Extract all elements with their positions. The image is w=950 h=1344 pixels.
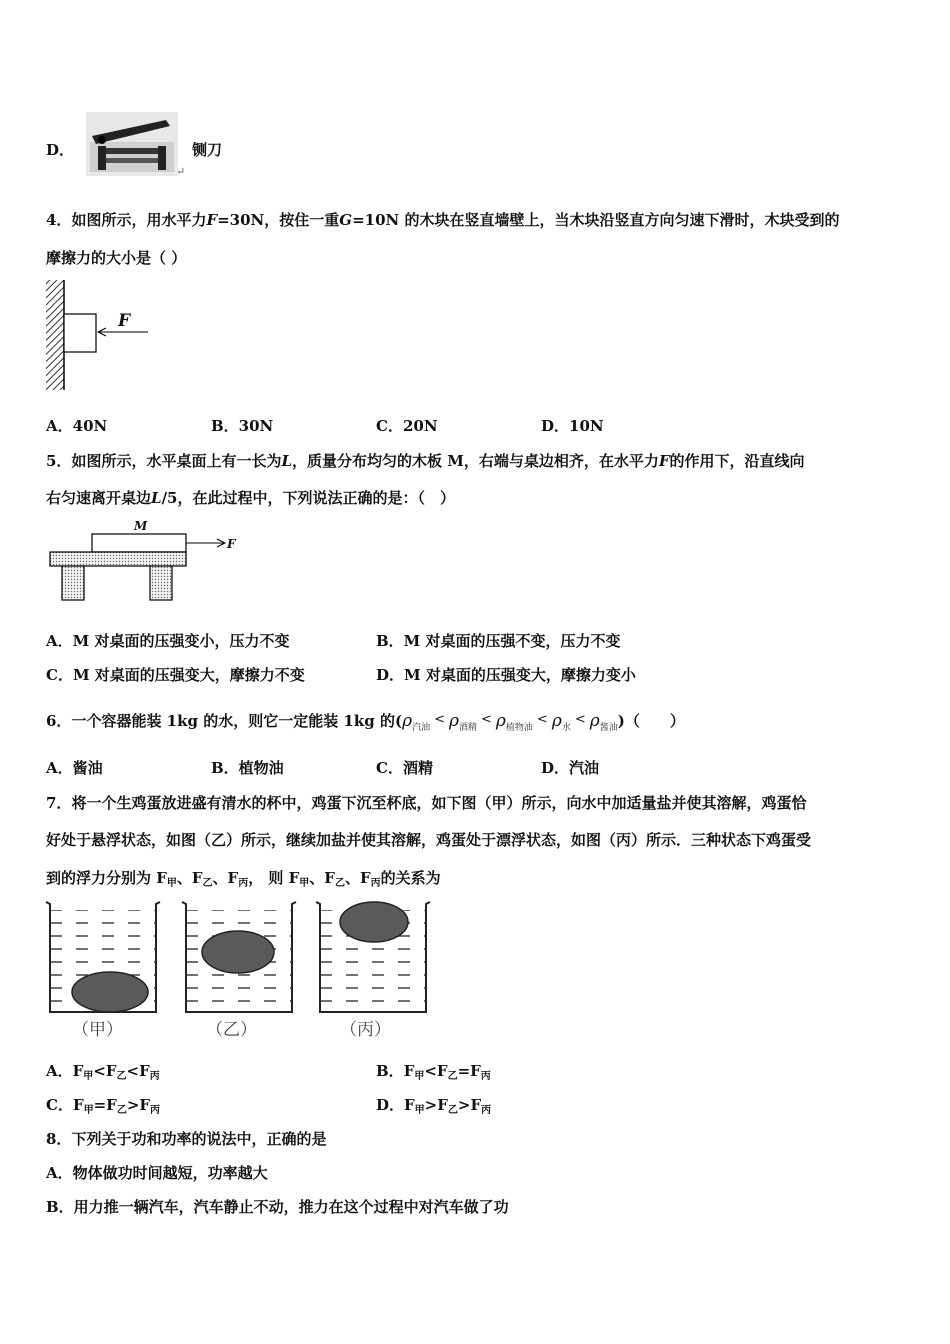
q7-text: 、F bbox=[344, 869, 371, 887]
q6-stem bbox=[46, 710, 685, 738]
q7-caption-yi: （乙） bbox=[206, 1020, 257, 1040]
q5-stem-line2 bbox=[46, 488, 455, 508]
beaker-bing bbox=[316, 902, 430, 1012]
rho-sub-gasoline: 汽油 bbox=[412, 723, 431, 733]
q4-number: 4． bbox=[46, 211, 72, 229]
q7-text: 到的浮力分别为 F bbox=[46, 869, 167, 887]
sub-bing: 丙 bbox=[149, 1071, 160, 1082]
q7-option-c bbox=[46, 1095, 160, 1121]
q8-option-a: A．物体做功时间越短，功率越大 bbox=[46, 1164, 268, 1182]
q5-text-1: 如图所示，水平桌面上有一长为 bbox=[71, 452, 282, 470]
q5-text-2: ，质量分布均匀的木板 M，右端与桌边相齐，在水平力 bbox=[292, 452, 659, 470]
q6-option-b: B．植物油 bbox=[211, 759, 284, 777]
option-letter: A． bbox=[46, 1062, 73, 1080]
q5-figure-f-label: F bbox=[227, 537, 236, 551]
rho-sub-water: 水 bbox=[561, 723, 571, 733]
less-than: < bbox=[536, 712, 548, 727]
q4-f-symbol: F bbox=[206, 211, 218, 229]
relation: =F bbox=[457, 1062, 481, 1080]
q4-stem-line2: 摩擦力的大小是（ ） bbox=[46, 249, 187, 267]
q5-number: 5． bbox=[46, 452, 72, 470]
option-letter: C． bbox=[46, 1096, 73, 1114]
sub-yi: 乙 bbox=[334, 878, 345, 889]
q6-option-d: D．汽油 bbox=[541, 759, 600, 777]
q7-caption-bing: （丙） bbox=[340, 1020, 391, 1040]
sub-yi: 乙 bbox=[116, 1105, 127, 1116]
q7-beakers-figure bbox=[44, 898, 434, 1018]
sub-jia: 甲 bbox=[414, 1071, 425, 1082]
q5-table-top bbox=[50, 552, 186, 566]
less-than: < bbox=[434, 712, 445, 727]
sub-yi: 乙 bbox=[202, 878, 213, 889]
rho-sub-vegetable-oil: 植物油 bbox=[505, 723, 533, 733]
sub-jia: 甲 bbox=[299, 878, 310, 889]
q5-f-symbol: F bbox=[658, 452, 670, 470]
sub-jia: 甲 bbox=[83, 1071, 94, 1082]
return-mark: ↵ bbox=[176, 165, 186, 178]
f-symbol: F bbox=[72, 1096, 84, 1114]
relation: <F bbox=[93, 1062, 117, 1080]
q5-l5-symbol: L bbox=[151, 489, 162, 507]
sub-bing: 丙 bbox=[238, 878, 249, 889]
q5-text-5: /5，在此过程中，下列说法正确的是：（ ） bbox=[161, 489, 455, 507]
f-symbol: F bbox=[404, 1096, 415, 1114]
q7-text: ， 则 F bbox=[248, 869, 300, 887]
q4-block bbox=[64, 314, 96, 352]
q3-option-d-text: 铡刀 bbox=[192, 141, 223, 159]
q7-option-b bbox=[376, 1061, 491, 1087]
egg-jia bbox=[72, 972, 148, 1012]
sub-jia: 甲 bbox=[414, 1105, 425, 1116]
relation: =F bbox=[93, 1096, 117, 1114]
q4-text-2: =30N，按住一重 bbox=[217, 211, 340, 229]
q7-text: 、F bbox=[309, 869, 335, 887]
q5-option-c: C．M 对桌面的压强变大，摩擦力不变 bbox=[46, 666, 305, 684]
q4-text-3: =10N 的木块在竖直墙壁上，当木块沿竖直方向匀速下滑时，木块受到的 bbox=[352, 211, 840, 229]
q8-stem bbox=[46, 1129, 326, 1149]
q7-option-a bbox=[46, 1061, 160, 1087]
beaker-jia bbox=[46, 902, 160, 1012]
q5-board-m bbox=[92, 534, 186, 552]
sub-jia: 甲 bbox=[166, 878, 177, 889]
q4-option-a: A．40N bbox=[46, 417, 108, 435]
q3-option-d-letter: D． bbox=[46, 141, 75, 159]
q5-option-d: D．M 对桌面的压强变大，摩擦力变小 bbox=[376, 666, 636, 684]
q8-number: 8． bbox=[46, 1130, 72, 1148]
q4-wall bbox=[46, 280, 64, 390]
q4-figure-f-label: F bbox=[118, 311, 131, 331]
q7-stem-line1 bbox=[46, 793, 806, 813]
sub-bing: 丙 bbox=[150, 1105, 161, 1116]
rho-symbol: ρ bbox=[448, 711, 459, 731]
q4-option-d: D．10N bbox=[541, 417, 604, 435]
q7-option-d bbox=[376, 1095, 491, 1121]
q3-option-d bbox=[46, 140, 74, 160]
q6-option-c: C．酒精 bbox=[376, 759, 433, 777]
rho-sub-soy-sauce: 酱油 bbox=[599, 723, 618, 733]
q7-number: 7． bbox=[46, 794, 72, 812]
q4-stem-line1 bbox=[46, 210, 839, 230]
q6-text-1: 一个容器能装 1kg 的水，则它一定能装 1kg 的( bbox=[71, 712, 403, 730]
relation: >F bbox=[424, 1096, 448, 1114]
q8-option-b: B．用力推一辆汽车，汽车静止不动，推力在这个过程中对汽车做了功 bbox=[46, 1198, 509, 1216]
sub-jia: 甲 bbox=[83, 1105, 94, 1116]
beaker-yi bbox=[182, 902, 296, 1012]
q5-table-leg-left bbox=[62, 566, 84, 600]
sub-yi: 乙 bbox=[447, 1071, 458, 1082]
less-than: < bbox=[574, 712, 586, 727]
relation: <F bbox=[126, 1062, 150, 1080]
sub-bing: 丙 bbox=[481, 1105, 492, 1116]
q5-figure-m-label: M bbox=[134, 519, 148, 533]
relation: <F bbox=[424, 1062, 448, 1080]
rho-symbol: ρ bbox=[551, 711, 562, 731]
egg-bing bbox=[340, 902, 408, 942]
q6-option-a: A．酱油 bbox=[46, 759, 103, 777]
guillotine-cutter-image bbox=[86, 112, 178, 176]
egg-yi bbox=[202, 931, 274, 973]
q6-number: 6． bbox=[46, 712, 72, 730]
q7-stem-line2: 好处于悬浮状态，如图（乙）所示，继续加盐并使其溶解，鸡蛋处于漂浮状态，如图（丙）所示．三种状态下鸡蛋受 bbox=[46, 831, 812, 849]
q5-option-b: B．M 对桌面的压强不变，压力不变 bbox=[376, 632, 621, 650]
sub-yi: 乙 bbox=[447, 1105, 458, 1116]
q4-text-1: 如图所示，用水平力 bbox=[71, 211, 207, 229]
q5-table-leg-right bbox=[150, 566, 172, 600]
q5-text-4: 右匀速离开桌边 bbox=[46, 489, 152, 507]
rho-symbol: ρ bbox=[495, 711, 506, 731]
q5-option-a: A．M 对桌面的压强变小，压力不变 bbox=[46, 632, 290, 650]
q7-text: 的关系为 bbox=[380, 869, 441, 887]
rho-symbol: ρ bbox=[589, 711, 600, 731]
q4-wall-block-figure bbox=[44, 278, 154, 392]
q4-g-symbol: G bbox=[339, 211, 353, 229]
option-letter: D． bbox=[376, 1096, 405, 1114]
q7-text: 、F bbox=[176, 869, 203, 887]
q4-option-b: B．30N bbox=[211, 417, 274, 435]
q7-text: 、F bbox=[212, 869, 239, 887]
relation: >F bbox=[126, 1096, 151, 1114]
q8-text: 下列关于功和功率的说法中，正确的是 bbox=[71, 1130, 327, 1148]
rho-symbol: ρ bbox=[402, 711, 413, 731]
less-than: < bbox=[481, 712, 492, 727]
q5-text-3: 的作用下，沿直线向 bbox=[669, 452, 805, 470]
f-symbol: F bbox=[403, 1062, 415, 1080]
q7-caption-jia: （甲） bbox=[72, 1020, 123, 1040]
sub-bing: 丙 bbox=[480, 1071, 491, 1082]
sub-bing: 丙 bbox=[370, 878, 381, 889]
q5-stem-line1 bbox=[46, 451, 805, 471]
rho-sub-alcohol: 酒精 bbox=[458, 723, 477, 733]
option-letter: B． bbox=[376, 1062, 404, 1080]
q7-line1: 将一个生鸡蛋放进盛有清水的杯中，鸡蛋下沉至杯底，如下图（甲）所示，向水中加适量盐并使其溶解，鸡蛋恰 bbox=[71, 794, 807, 812]
f-symbol: F bbox=[72, 1062, 84, 1080]
q5-l-symbol: L bbox=[281, 452, 292, 470]
relation: >F bbox=[457, 1096, 482, 1114]
q6-text-2: )（ ） bbox=[617, 712, 685, 730]
sub-yi: 乙 bbox=[116, 1071, 127, 1082]
q7-stem-line3 bbox=[46, 868, 441, 894]
q4-option-c: C．20N bbox=[376, 417, 438, 435]
